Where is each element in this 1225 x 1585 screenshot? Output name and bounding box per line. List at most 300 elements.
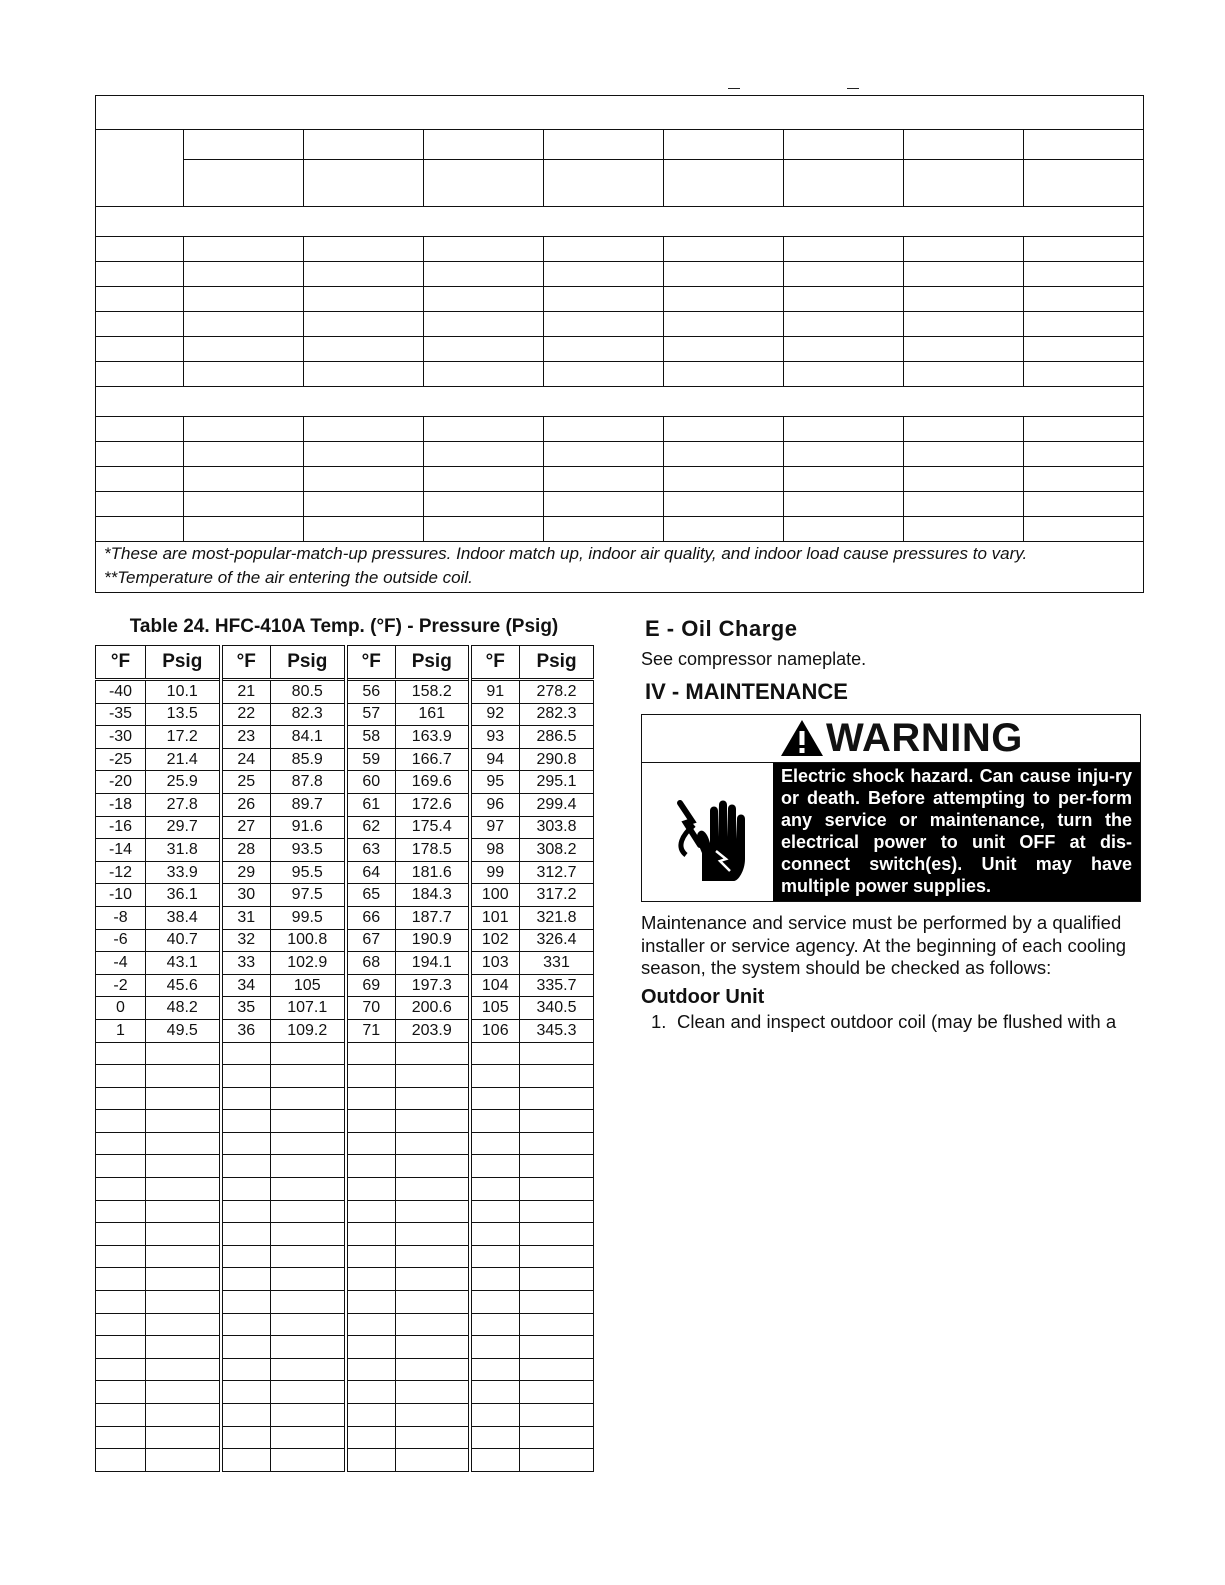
table-row — [96, 929, 594, 952]
table-cell — [96, 1155, 146, 1178]
table-cell: 105 — [470, 997, 520, 1020]
table-row — [96, 974, 594, 997]
table-cell — [346, 1110, 396, 1133]
table-cell — [520, 1042, 594, 1065]
table-cell — [146, 1087, 221, 1110]
table-cell — [146, 1042, 221, 1065]
table-cell: 103 — [470, 952, 520, 975]
table-cell — [271, 1087, 346, 1110]
table-cell: 58 — [346, 726, 396, 749]
table-cell — [146, 1313, 221, 1336]
table-cell: 49.5 — [146, 1019, 221, 1042]
list-item-text: Clean and inspect outdoor coil (may be flushed with a — [677, 1011, 1117, 1032]
oil-charge-text: See compressor nameplate. — [641, 649, 867, 669]
table-cell — [221, 1200, 271, 1223]
table-cell — [146, 1404, 221, 1427]
table-cell — [96, 1358, 146, 1381]
table-cell — [271, 1065, 346, 1088]
table-cell: 340.5 — [520, 997, 594, 1020]
maintenance-heading: IV - MAINTENANCE — [645, 679, 848, 704]
table-row — [96, 997, 594, 1020]
col-header: Psig — [271, 646, 346, 680]
table-cell — [221, 1087, 271, 1110]
table-cell — [470, 1065, 520, 1088]
table-cell — [396, 1132, 470, 1155]
table-row — [96, 771, 594, 794]
table-cell — [221, 1313, 271, 1336]
warning-header — [642, 715, 1140, 763]
oil-charge-heading: E - Oil Charge — [645, 616, 798, 641]
table-cell: 27 — [221, 816, 271, 839]
table-cell — [520, 1336, 594, 1359]
table-cell: -25 — [96, 748, 146, 771]
table-cell — [346, 1178, 396, 1201]
table-cell — [96, 1313, 146, 1336]
table-row — [96, 793, 594, 816]
table-cell: 326.4 — [520, 929, 594, 952]
table-cell: 100 — [470, 884, 520, 907]
col-header: °F — [346, 646, 396, 680]
table-cell — [346, 1132, 396, 1155]
table-cell — [346, 1155, 396, 1178]
table-cell: 21 — [221, 680, 271, 704]
table-cell: 63 — [346, 839, 396, 862]
table-cell: 107.1 — [271, 997, 346, 1020]
table-cell — [221, 1155, 271, 1178]
table-cell: 31 — [221, 906, 271, 929]
table-cell: 91.6 — [271, 816, 346, 839]
table-cell: 99 — [470, 861, 520, 884]
table-cell — [396, 1042, 470, 1065]
table-cell — [396, 1358, 470, 1381]
table-row — [96, 1381, 594, 1404]
table-cell — [470, 1110, 520, 1133]
table-cell — [146, 1381, 221, 1404]
table-section-row — [96, 207, 1144, 237]
table-cell — [346, 1087, 396, 1110]
table-cell — [96, 1087, 146, 1110]
table-cell — [271, 1336, 346, 1359]
table-cell: 102.9 — [271, 952, 346, 975]
table-cell — [470, 1381, 520, 1404]
table-cell: 1 — [96, 1019, 146, 1042]
table-cell — [520, 1223, 594, 1246]
table-cell: -20 — [96, 771, 146, 794]
table-cell: 203.9 — [396, 1019, 470, 1042]
table-cell — [271, 1223, 346, 1246]
table-cell — [346, 1404, 396, 1427]
table-cell — [470, 1313, 520, 1336]
table-cell — [271, 1404, 346, 1427]
table-row — [96, 1358, 594, 1381]
table-cell: 175.4 — [396, 816, 470, 839]
table-cell: -10 — [96, 884, 146, 907]
table-cell — [221, 1291, 271, 1314]
table-cell: -35 — [96, 703, 146, 726]
table-row — [96, 816, 594, 839]
table-cell: 93.5 — [271, 839, 346, 862]
table-cell — [346, 1449, 396, 1472]
table-cell: 161 — [396, 703, 470, 726]
table-cell — [146, 1336, 221, 1359]
table-cell: 34 — [221, 974, 271, 997]
table-cell — [396, 1065, 470, 1088]
table-cell — [146, 1155, 221, 1178]
table-cell — [96, 1110, 146, 1133]
table-cell — [346, 1200, 396, 1223]
table-cell — [346, 1268, 396, 1291]
table-row — [96, 1132, 594, 1155]
table-cell: 109.2 — [271, 1019, 346, 1042]
table-cell — [396, 1110, 470, 1133]
table-cell — [396, 1178, 470, 1201]
table-cell — [520, 1268, 594, 1291]
col-header: °F — [470, 646, 520, 680]
table-cell — [396, 1449, 470, 1472]
table-cell — [96, 1042, 146, 1065]
table-cell: 278.2 — [520, 680, 594, 704]
table-cell: 84.1 — [271, 726, 346, 749]
table-cell — [346, 1358, 396, 1381]
table-cell: 27.8 — [146, 793, 221, 816]
table-row — [96, 1426, 594, 1449]
table-cell — [520, 1404, 594, 1427]
table-cell: 317.2 — [520, 884, 594, 907]
table-cell — [396, 1245, 470, 1268]
table-header-cell — [96, 130, 184, 207]
table-cell: 163.9 — [396, 726, 470, 749]
table-row — [96, 839, 594, 862]
table-cell: -14 — [96, 839, 146, 862]
table-cell: 26 — [221, 793, 271, 816]
table-cell — [221, 1358, 271, 1381]
table-cell — [146, 1245, 221, 1268]
table-cell: 70 — [346, 997, 396, 1020]
table-cell: 169.6 — [396, 771, 470, 794]
table-cell — [146, 1110, 221, 1133]
table-cell: 67 — [346, 929, 396, 952]
table-cell — [271, 1200, 346, 1223]
table-cell — [396, 1200, 470, 1223]
table-cell — [396, 1313, 470, 1336]
table-cell — [470, 1404, 520, 1427]
table-cell: 25.9 — [146, 771, 221, 794]
table-cell — [146, 1358, 221, 1381]
table-cell — [520, 1132, 594, 1155]
table-cell — [520, 1200, 594, 1223]
table-cell: 101 — [470, 906, 520, 929]
table-cell — [271, 1358, 346, 1381]
table-cell: 0 — [96, 997, 146, 1020]
table-cell — [470, 1223, 520, 1246]
table-cell: 69 — [346, 974, 396, 997]
col-header: Psig — [146, 646, 221, 680]
table-cell: 17.2 — [146, 726, 221, 749]
table-cell: 66 — [346, 906, 396, 929]
table-cell: 36 — [221, 1019, 271, 1042]
table-cell — [470, 1155, 520, 1178]
table-cell — [96, 1245, 146, 1268]
table-cell — [146, 1268, 221, 1291]
table-cell — [221, 1449, 271, 1472]
table-cell — [271, 1178, 346, 1201]
table-cell: 80.5 — [271, 680, 346, 704]
table-cell — [470, 1200, 520, 1223]
table-cell — [346, 1065, 396, 1088]
table-cell: 28 — [221, 839, 271, 862]
table-cell: 57 — [346, 703, 396, 726]
table-cell — [146, 1065, 221, 1088]
table-cell: -6 — [96, 929, 146, 952]
table-title-row — [96, 96, 1144, 130]
table-cell — [271, 1381, 346, 1404]
table-cell — [271, 1449, 346, 1472]
table-cell — [221, 1381, 271, 1404]
table-cell — [396, 1155, 470, 1178]
table-row — [96, 906, 594, 929]
table-cell: 321.8 — [520, 906, 594, 929]
table-cell: 89.7 — [271, 793, 346, 816]
table-cell — [520, 1087, 594, 1110]
table-footnote-1: *These are most-popular-match-up pressures. Indoor match up, indoor air quality, and indoor load cause pressures to vary. — [96, 542, 1144, 567]
table-cell: 95.5 — [271, 861, 346, 884]
table-cell: 181.6 — [396, 861, 470, 884]
table-cell — [396, 1268, 470, 1291]
maintenance-paragraph: Maintenance and service must be performed by a qualified installer or service agency. At the beginning of each cooling season, the system should be checked as follows: — [641, 912, 1127, 978]
col-header: °F — [221, 646, 271, 680]
table-cell: 299.4 — [520, 793, 594, 816]
table-cell — [96, 1426, 146, 1449]
header-dash-right — [847, 88, 859, 89]
table-cell: 61 — [346, 793, 396, 816]
table-cell: 194.1 — [396, 952, 470, 975]
table-cell — [96, 1132, 146, 1155]
table-cell — [396, 1336, 470, 1359]
table-cell — [221, 1245, 271, 1268]
table-cell: 190.9 — [396, 929, 470, 952]
table-row — [96, 1336, 594, 1359]
table-row — [96, 1291, 594, 1314]
table-cell — [396, 1381, 470, 1404]
table-cell — [146, 1291, 221, 1314]
table-row — [96, 1404, 594, 1427]
table-cell: 93 — [470, 726, 520, 749]
table-row — [96, 1268, 594, 1291]
table-row — [96, 861, 594, 884]
col-header: Psig — [396, 646, 470, 680]
table-cell: 97.5 — [271, 884, 346, 907]
table-cell: 331 — [520, 952, 594, 975]
table-cell: 10.1 — [146, 680, 221, 704]
table-cell: 184.3 — [396, 884, 470, 907]
table-cell: 64 — [346, 861, 396, 884]
table-cell — [271, 1291, 346, 1314]
table-cell — [346, 1336, 396, 1359]
table-row — [96, 884, 594, 907]
table-cell: 98 — [470, 839, 520, 862]
table-cell: 92 — [470, 703, 520, 726]
table-cell: 295.1 — [520, 771, 594, 794]
table-cell — [470, 1042, 520, 1065]
table-cell: 87.8 — [271, 771, 346, 794]
table-cell — [470, 1132, 520, 1155]
table-cell: 65 — [346, 884, 396, 907]
table-cell — [520, 1291, 594, 1314]
table-cell: 97 — [470, 816, 520, 839]
table-cell: -30 — [96, 726, 146, 749]
table-cell: 286.5 — [520, 726, 594, 749]
table-cell: 100.8 — [271, 929, 346, 952]
table-cell — [146, 1200, 221, 1223]
table-cell: 45.6 — [146, 974, 221, 997]
table-cell: 29 — [221, 861, 271, 884]
table-cell — [520, 1178, 594, 1201]
table-cell — [520, 1381, 594, 1404]
table-cell: -2 — [96, 974, 146, 997]
list-item-number: 1. — [651, 1011, 667, 1032]
table-row — [96, 1087, 594, 1110]
table-cell — [271, 1426, 346, 1449]
table-cell: 335.7 — [520, 974, 594, 997]
table-cell: 38.4 — [146, 906, 221, 929]
table-cell: 106 — [470, 1019, 520, 1042]
table-cell — [470, 1449, 520, 1472]
table-cell — [396, 1404, 470, 1427]
table-cell: 94 — [470, 748, 520, 771]
table-cell — [470, 1358, 520, 1381]
table-cell: 200.6 — [396, 997, 470, 1020]
table-cell: 158.2 — [396, 680, 470, 704]
table-row — [96, 952, 594, 975]
table-cell — [96, 1065, 146, 1088]
table-cell — [221, 1336, 271, 1359]
table-cell: 82.3 — [271, 703, 346, 726]
table-cell: 33 — [221, 952, 271, 975]
table-row — [96, 1042, 594, 1065]
table-cell: 172.6 — [396, 793, 470, 816]
table-row — [96, 1155, 594, 1178]
table-cell — [146, 1132, 221, 1155]
table-cell: 29.7 — [146, 816, 221, 839]
table-cell: 282.3 — [520, 703, 594, 726]
table-cell: 290.8 — [520, 748, 594, 771]
table-cell — [221, 1132, 271, 1155]
temp-pressure-table — [95, 645, 594, 1472]
table-cell: -4 — [96, 952, 146, 975]
table-footnote-2: **Temperature of the air entering the outside coil. — [96, 566, 1144, 593]
warning-triangle-icon — [780, 719, 824, 757]
table-cell — [146, 1449, 221, 1472]
table-row — [96, 1223, 594, 1246]
table-cell — [470, 1245, 520, 1268]
table-cell — [346, 1291, 396, 1314]
table-cell: 178.5 — [396, 839, 470, 862]
table-cell: 33.9 — [146, 861, 221, 884]
table-cell — [346, 1313, 396, 1336]
table-cell: 303.8 — [520, 816, 594, 839]
table-cell — [346, 1426, 396, 1449]
table-cell — [520, 1155, 594, 1178]
table-section-row — [96, 387, 1144, 417]
table-cell: 21.4 — [146, 748, 221, 771]
table-cell — [221, 1110, 271, 1133]
table-cell: 40.7 — [146, 929, 221, 952]
table-cell: 91 — [470, 680, 520, 704]
table-cell: 96 — [470, 793, 520, 816]
table-cell — [520, 1065, 594, 1088]
table-cell — [470, 1268, 520, 1291]
table-cell: -12 — [96, 861, 146, 884]
table-cell: 102 — [470, 929, 520, 952]
table-row — [96, 1019, 594, 1042]
table-cell — [96, 1404, 146, 1427]
table-cell — [96, 1223, 146, 1246]
table-row — [96, 748, 594, 771]
table-cell — [146, 1178, 221, 1201]
table-cell — [346, 1042, 396, 1065]
table-cell: -40 — [96, 680, 146, 704]
table-cell: 68 — [346, 952, 396, 975]
table-cell: 166.7 — [396, 748, 470, 771]
table-cell — [396, 1087, 470, 1110]
table-cell — [271, 1132, 346, 1155]
table-cell — [221, 1065, 271, 1088]
table-row — [96, 1065, 594, 1088]
pressure-reference-table — [95, 95, 1144, 593]
table-cell: 197.3 — [396, 974, 470, 997]
col-header: °F — [96, 646, 146, 680]
table-cell: 312.7 — [520, 861, 594, 884]
table-cell: 345.3 — [520, 1019, 594, 1042]
table-cell — [520, 1358, 594, 1381]
table-cell — [470, 1178, 520, 1201]
table-cell: 43.1 — [146, 952, 221, 975]
table-cell — [520, 1245, 594, 1268]
list-item — [651, 1011, 1116, 1033]
table-cell — [470, 1426, 520, 1449]
table-cell — [221, 1268, 271, 1291]
table-cell — [146, 1426, 221, 1449]
table-cell: 104 — [470, 974, 520, 997]
table-cell — [271, 1155, 346, 1178]
table-cell: 85.9 — [271, 748, 346, 771]
table-cell: 99.5 — [271, 906, 346, 929]
table-row — [96, 1200, 594, 1223]
table-cell: 308.2 — [520, 839, 594, 862]
table-cell: 22 — [221, 703, 271, 726]
table-cell — [346, 1223, 396, 1246]
table-cell — [271, 1110, 346, 1133]
table-cell — [96, 1178, 146, 1201]
table-cell — [221, 1404, 271, 1427]
table-cell: 95 — [470, 771, 520, 794]
table-cell — [396, 1291, 470, 1314]
header-dash-left — [728, 88, 740, 89]
table-row — [96, 1245, 594, 1268]
table-cell — [520, 1449, 594, 1472]
table-row — [96, 680, 594, 704]
table-cell: 56 — [346, 680, 396, 704]
table-row — [96, 1313, 594, 1336]
table-cell: 36.1 — [146, 884, 221, 907]
table-cell: 187.7 — [396, 906, 470, 929]
table-cell: 30 — [221, 884, 271, 907]
warning-word: WARNING — [826, 716, 1023, 760]
table-cell — [470, 1087, 520, 1110]
table-cell — [96, 1381, 146, 1404]
table-cell: 62 — [346, 816, 396, 839]
table-cell — [271, 1042, 346, 1065]
